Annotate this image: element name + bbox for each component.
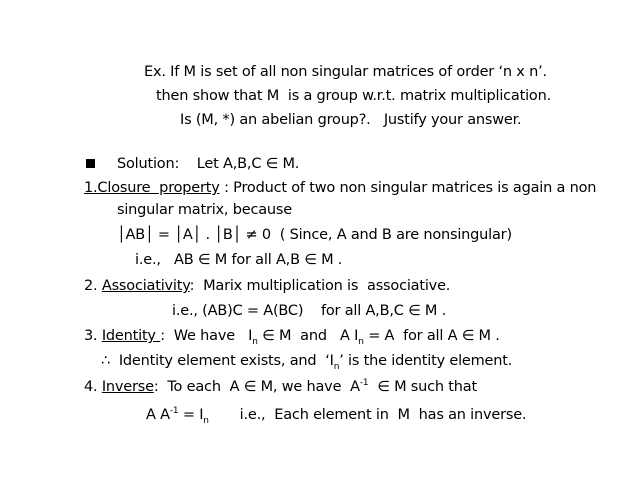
identity-line-2: [101, 351, 512, 371]
associativity-title: Associativity: [101, 278, 190, 294]
problem-line-1: Ex. If M is set of all non singular matrices of order ‘n x n’.: [144, 64, 547, 80]
inverse-superscript-1: -1: [359, 378, 369, 389]
inverse-text-2: ∈ M such that: [368, 379, 477, 395]
solution-intro: Solution: Let A,B,C ∈ M.: [117, 156, 300, 172]
closure-line-3: │AB│ = │A│ . │B│ ≠ 0 ( Since, A and B are nonsingular): [117, 227, 512, 243]
inverse-superscript-2: -1: [169, 406, 179, 417]
closure-line-2: singular matrix, because: [117, 202, 292, 218]
inverse-number: 4.: [84, 379, 102, 395]
inverse-text-3: A A: [146, 407, 170, 423]
inverse-text-1: : To each A ∈ M, we have A: [153, 379, 360, 395]
identity-title: Identity: [101, 328, 161, 344]
identity-subscript-2: n: [358, 336, 364, 347]
associativity-number: 2.: [84, 278, 102, 294]
closure-line-1: [84, 178, 596, 198]
closure-title: 1.Closure property: [84, 180, 220, 196]
identity-text-4: ∴ Identity element exists, and ‘I: [101, 353, 334, 369]
associativity-line-2: i.e., (AB)C = A(BC) for all A,B,C ∈ M .: [172, 303, 447, 319]
identity-line-1: [84, 326, 500, 346]
identity-subscript-3: n: [333, 361, 340, 372]
inverse-line-2: [146, 405, 526, 425]
identity-text-3: = A for all A ∈ M .: [363, 328, 500, 344]
closure-line-4: i.e., AB ∈ M for all A,B ∈ M .: [135, 252, 343, 268]
inverse-line-1: [84, 377, 477, 397]
problem-line-2: then show that M is a group w.r.t. matrix multiplication.: [156, 88, 551, 104]
associativity-text: : Marix multiplication is associative.: [189, 278, 451, 294]
inverse-title: Inverse: [101, 379, 154, 395]
identity-text-5: ’ is the identity element.: [339, 353, 513, 369]
square-bullet-icon: [86, 159, 95, 168]
identity-text-2: ∈ M and A I: [257, 328, 359, 344]
identity-text-1: : We have I: [160, 328, 253, 344]
inverse-text-5: i.e., Each element in M has an inverse.: [208, 407, 527, 423]
identity-subscript-1: n: [252, 336, 258, 347]
problem-line-3: Is (M, *) an abelian group?. Justify your answer.: [180, 112, 522, 128]
identity-number: 3.: [84, 328, 102, 344]
closure-text: : Product of two non singular matrices is again a non: [219, 180, 597, 196]
inverse-text-4: = I: [178, 407, 204, 423]
inverse-subscript-1: n: [203, 415, 209, 426]
associativity-line-1: [84, 276, 450, 296]
